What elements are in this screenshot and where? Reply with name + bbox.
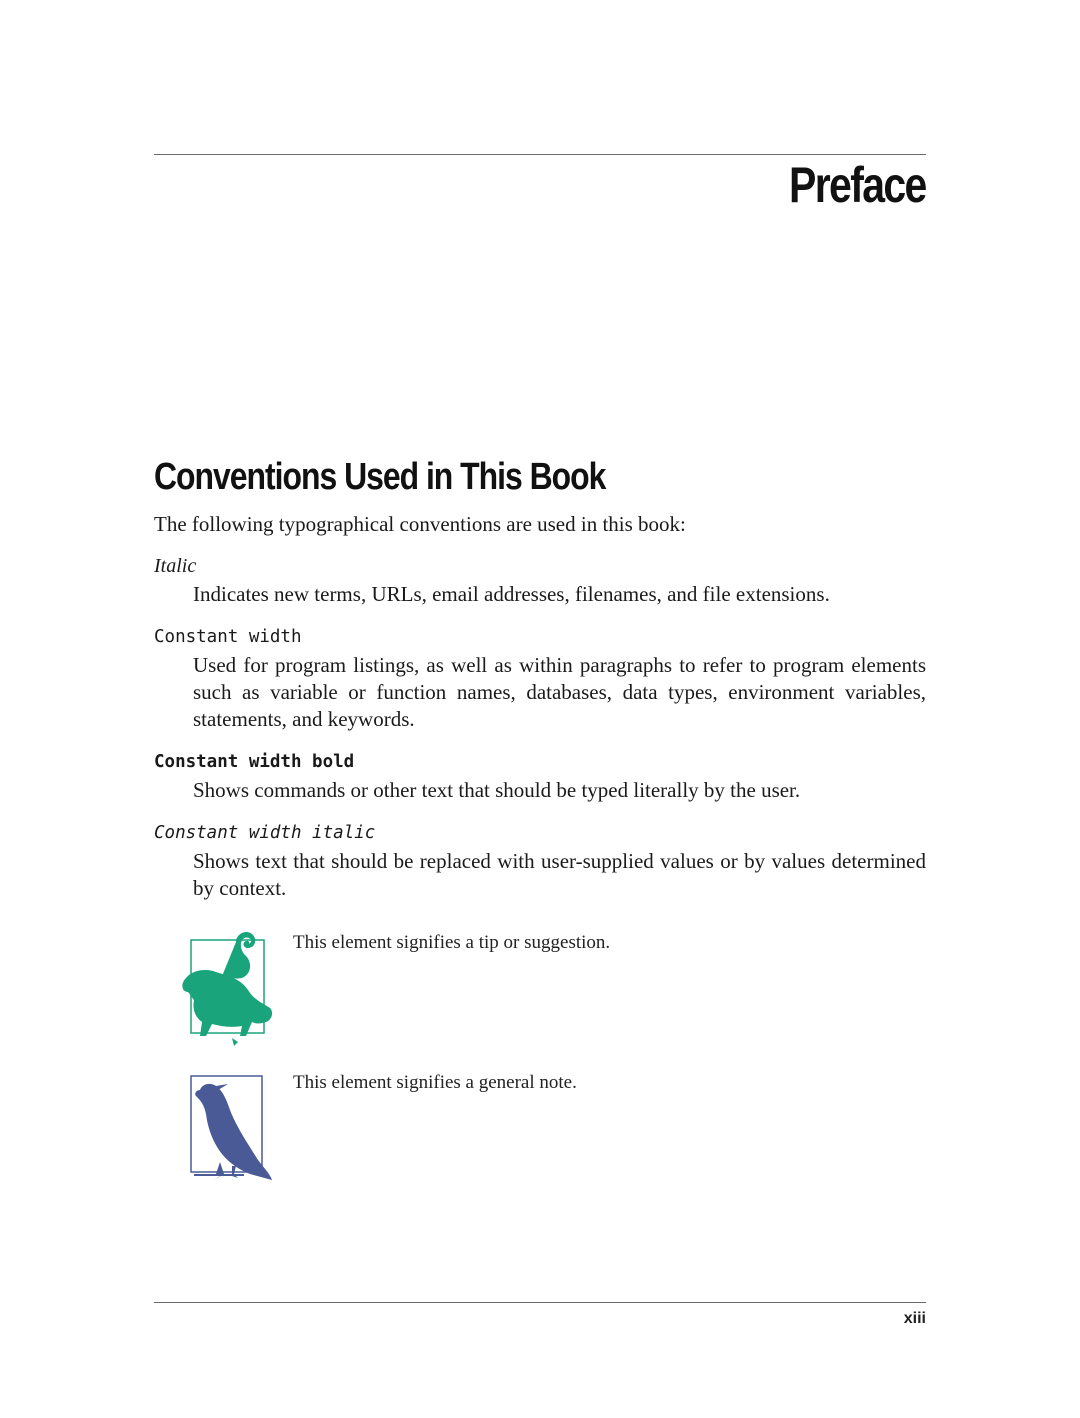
convention-description: Used for program listings, as well as within paragraphs to refer to program elements such as variable or function names, databases, data types, environment variables, statements, and keywords. bbox=[193, 653, 926, 731]
lemur-tip-icon bbox=[180, 930, 276, 1052]
convention-description: Shows commands or other text that should be typed literally by the user. bbox=[193, 778, 801, 802]
convention-term-constant-width: Constant width bbox=[154, 627, 302, 647]
section-title: Conventions Used in This Book bbox=[154, 456, 606, 498]
convention-term-italic: Italic bbox=[154, 555, 197, 577]
convention-term-constant-width-bold: Constant width bold bbox=[154, 752, 355, 772]
convention-term-constant-width-italic: Constant width italic bbox=[154, 823, 376, 843]
chapter-title: Preface bbox=[789, 157, 926, 213]
convention-description: Indicates new terms, URLs, email addresses, filenames, and file extensions. bbox=[193, 582, 830, 606]
crow-note-icon bbox=[180, 1070, 276, 1192]
convention-description: Shows text that should be replaced with user-supplied values or by values determined by context. bbox=[193, 849, 926, 900]
note-text: This element signifies a general note. bbox=[293, 1072, 577, 1093]
page-number: xiii bbox=[903, 1310, 926, 1327]
conventions-list bbox=[154, 553, 926, 918]
tip-text: This element signifies a tip or suggestion. bbox=[293, 932, 611, 953]
section-intro: The following typographical conventions are used in this book: bbox=[154, 512, 686, 536]
bottom-rule bbox=[154, 1302, 926, 1303]
